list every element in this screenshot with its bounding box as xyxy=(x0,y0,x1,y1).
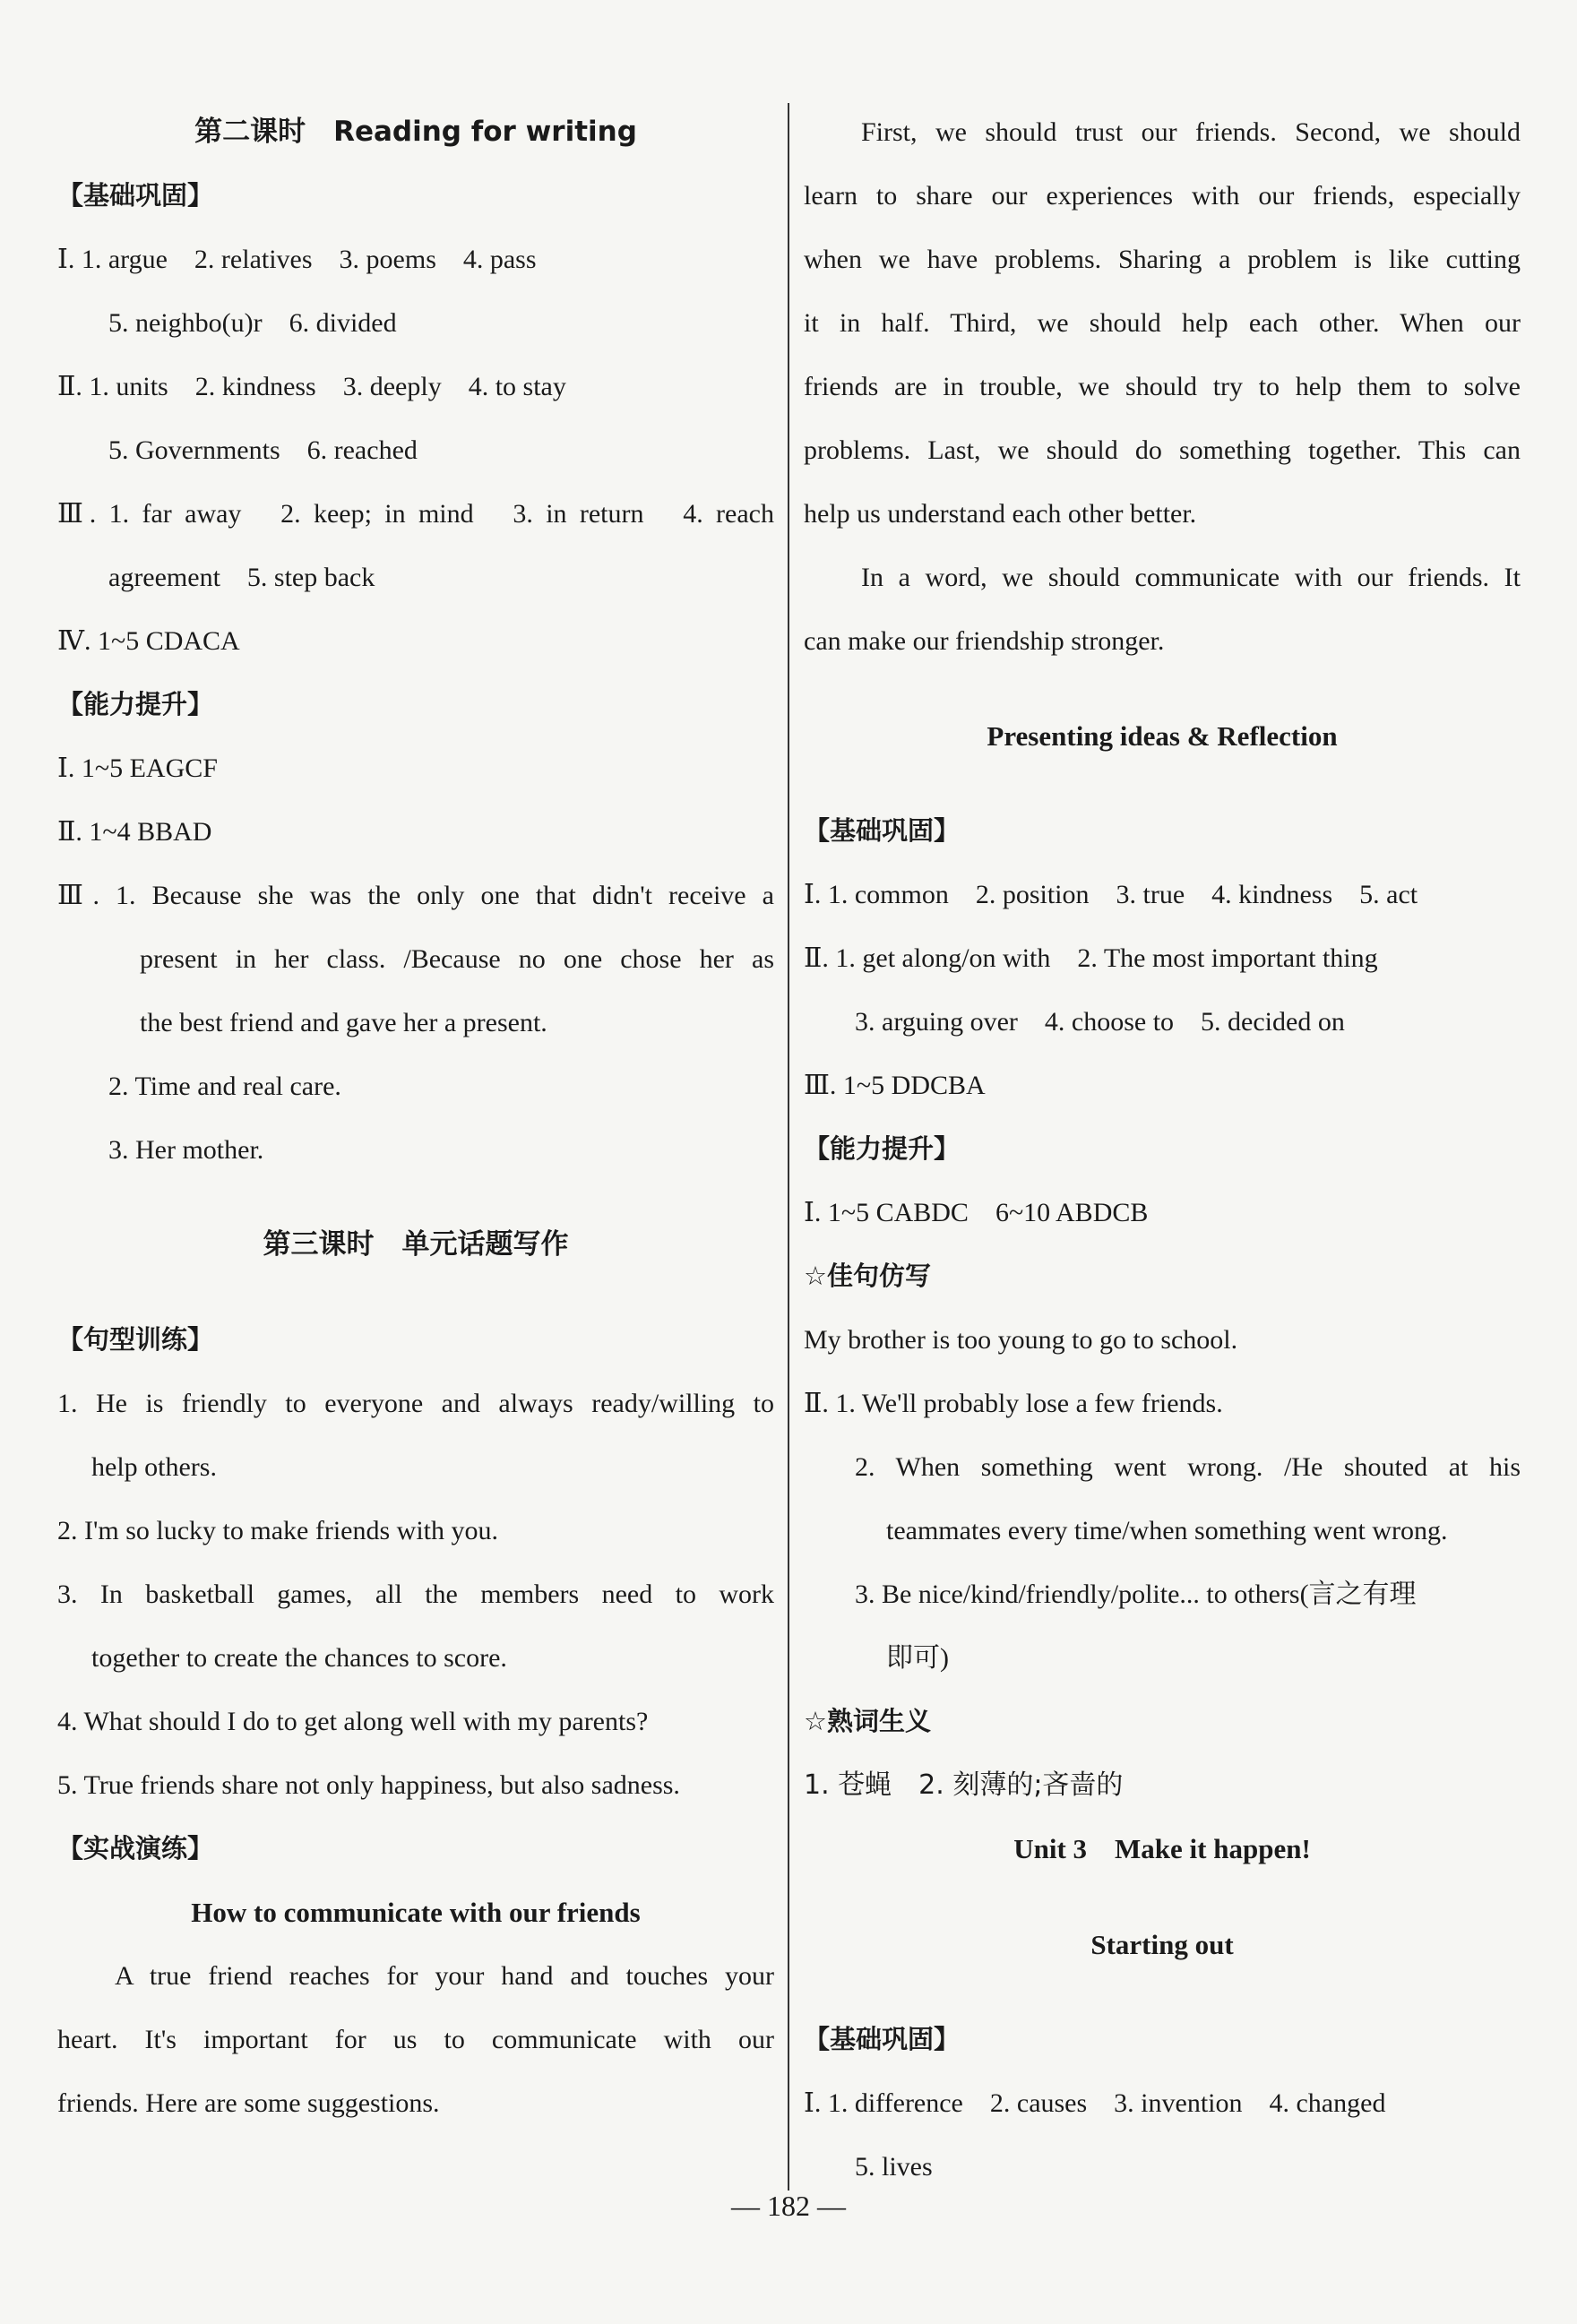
lesson2-title: 第二课时 Reading for writing xyxy=(194,116,637,148)
imitate-heading: ☆佳句仿写 xyxy=(804,1261,931,1291)
basic-heading-right: 【基础巩固】 xyxy=(804,815,961,846)
essay-p2-line6: problems. Last, we should do something together. This can xyxy=(804,435,1521,465)
ability-iii-line3: the best friend and gave her a present. xyxy=(140,1008,547,1037)
ability-ii-line1: Ⅱ. 1~4 BBAD xyxy=(57,817,212,847)
right-basic-i-line1: Ⅰ. 1. common 2. position 3. true 4. kindness 5. act xyxy=(804,880,1418,909)
sentence-4-line1: 4. What should I do to get along well with my parents? xyxy=(57,1707,649,1736)
essay-p1-line2: heart. It's important for us to communicate with our xyxy=(57,2025,774,2054)
essay-p2-line5: friends are in trouble, we should try to help them to solve xyxy=(804,372,1521,401)
ability-heading-right: 【能力提升】 xyxy=(804,1133,961,1164)
essay-p3-line1: In a word, we should communicate with our friends. It xyxy=(861,563,1521,592)
right-column xyxy=(804,100,1521,2199)
essay-p2-line7: help us understand each other better. xyxy=(804,499,1197,529)
sentence-1-line2: help others. xyxy=(91,1452,217,1482)
imitate-ii-line3: teammates every time/when something went wrong. xyxy=(886,1516,1448,1545)
page-number: — 182 — xyxy=(731,2190,846,2222)
lesson3-title: 第三课时 单元话题写作 xyxy=(263,1228,569,1261)
right-basic-ii-line2: 3. arguing over 4. choose to 5. decided on xyxy=(855,1007,1345,1037)
ability-iii-line5: 3. Her mother. xyxy=(108,1135,264,1165)
ability-iii-line1: Ⅲ. 1. Because she was the only one that didn't receive a xyxy=(57,881,774,910)
word-heading: ☆熟词生义 xyxy=(804,1706,931,1736)
sentence-2-line1: 2. I'm so lucky to make friends with you. xyxy=(57,1516,498,1545)
basic-ii-line1: Ⅱ. 1. units 2. kindness 3. deeply 4. to stay xyxy=(57,372,566,401)
sentence-3-line1: 3. In basketball games, all the members need to work xyxy=(57,1579,774,1609)
ability-i-line1: Ⅰ. 1~5 EAGCF xyxy=(57,753,218,783)
word-line1: 1. 苍蝇 2. 刻薄的;吝啬的 xyxy=(804,1769,1124,1801)
imitate-ii-line2: 2. When something went wrong. /He shouted at his xyxy=(855,1452,1521,1482)
essay-p2-line1: First, we should trust our friends. Second, we should xyxy=(861,117,1521,147)
ability-iii-line4: 2. Time and real care. xyxy=(108,1072,341,1101)
basic2-i-line1: Ⅰ. 1. difference 2. causes 3. invention 4. changed xyxy=(804,2088,1386,2118)
starting-title: Starting out xyxy=(1090,1929,1234,1960)
basic-i-line2: 5. neighbo(u)r 6. divided xyxy=(108,308,397,338)
essay-title: How to communicate with our friends xyxy=(191,1897,641,1928)
ability-heading: 【能力提升】 xyxy=(57,689,214,719)
basic-iv-line1: Ⅳ. 1~5 CDACA xyxy=(57,626,240,656)
imitate-line1: My brother is too young to go to school. xyxy=(804,1325,1238,1355)
basic-iii-line2: agreement 5. step back xyxy=(108,563,375,592)
presenting-title: Presenting ideas & Reflection xyxy=(987,720,1338,752)
sentence-1-line1: 1. He is friendly to everyone and always ready/willing to xyxy=(57,1389,774,1418)
basic-iii-line1: Ⅲ. 1. far away 2. keep; in mind 3. in return 4. reach xyxy=(57,499,774,529)
imitate-ii-line5: 即可) xyxy=(886,1643,949,1673)
imitate-ii-line1: Ⅱ. 1. We'll probably lose a few friends. xyxy=(804,1389,1223,1418)
sentence-3-line2: together to create the chances to score. xyxy=(91,1643,507,1673)
practice-heading: 【实战演练】 xyxy=(57,1833,214,1864)
unit-title: Unit 3 Make it happen! xyxy=(1013,1833,1311,1864)
left-column xyxy=(57,100,774,2135)
essay-p1-line1: A true friend reaches for your hand and touches your xyxy=(115,1961,774,1991)
right-basic-ii-line1: Ⅱ. 1. get along/on with 2. The most important thing xyxy=(804,943,1378,973)
essay-p1-line3: friends. Here are some suggestions. xyxy=(57,2088,440,2118)
basic-i-line1: Ⅰ. 1. argue 2. relatives 3. poems 4. pass xyxy=(57,245,537,274)
right-basic-iii-line1: Ⅲ. 1~5 DDCBA xyxy=(804,1071,986,1100)
imitate-ii-line4: 3. Be nice/kind/friendly/polite... to others(言之有理 xyxy=(855,1579,1417,1609)
basic-ii-line2: 5. Governments 6. reached xyxy=(108,435,418,465)
basic2-i-line2: 5. lives xyxy=(855,2152,933,2182)
sentence-heading: 【句型训练】 xyxy=(57,1324,214,1355)
ability-iii-line2: present in her class. /Because no one chose her as xyxy=(140,944,774,974)
essay-p2-line3: when we have problems. Sharing a problem is like cutting xyxy=(804,245,1521,274)
essay-p2-line4: it in half. Third, we should help each other. When our xyxy=(804,308,1521,338)
essay-p2-line2: learn to share our experiences with our friends, especially xyxy=(804,181,1521,211)
right-ability-i-line1: Ⅰ. 1~5 CABDC 6~10 ABDCB xyxy=(804,1198,1149,1227)
column-divider xyxy=(788,103,789,2191)
basic2-heading: 【基础巩固】 xyxy=(804,2024,961,2054)
basic-heading: 【基础巩固】 xyxy=(57,180,214,211)
essay-p3-line2: can make our friendship stronger. xyxy=(804,626,1165,656)
sentence-5-line1: 5. True friends share not only happiness, but also sadness. xyxy=(57,1770,680,1800)
